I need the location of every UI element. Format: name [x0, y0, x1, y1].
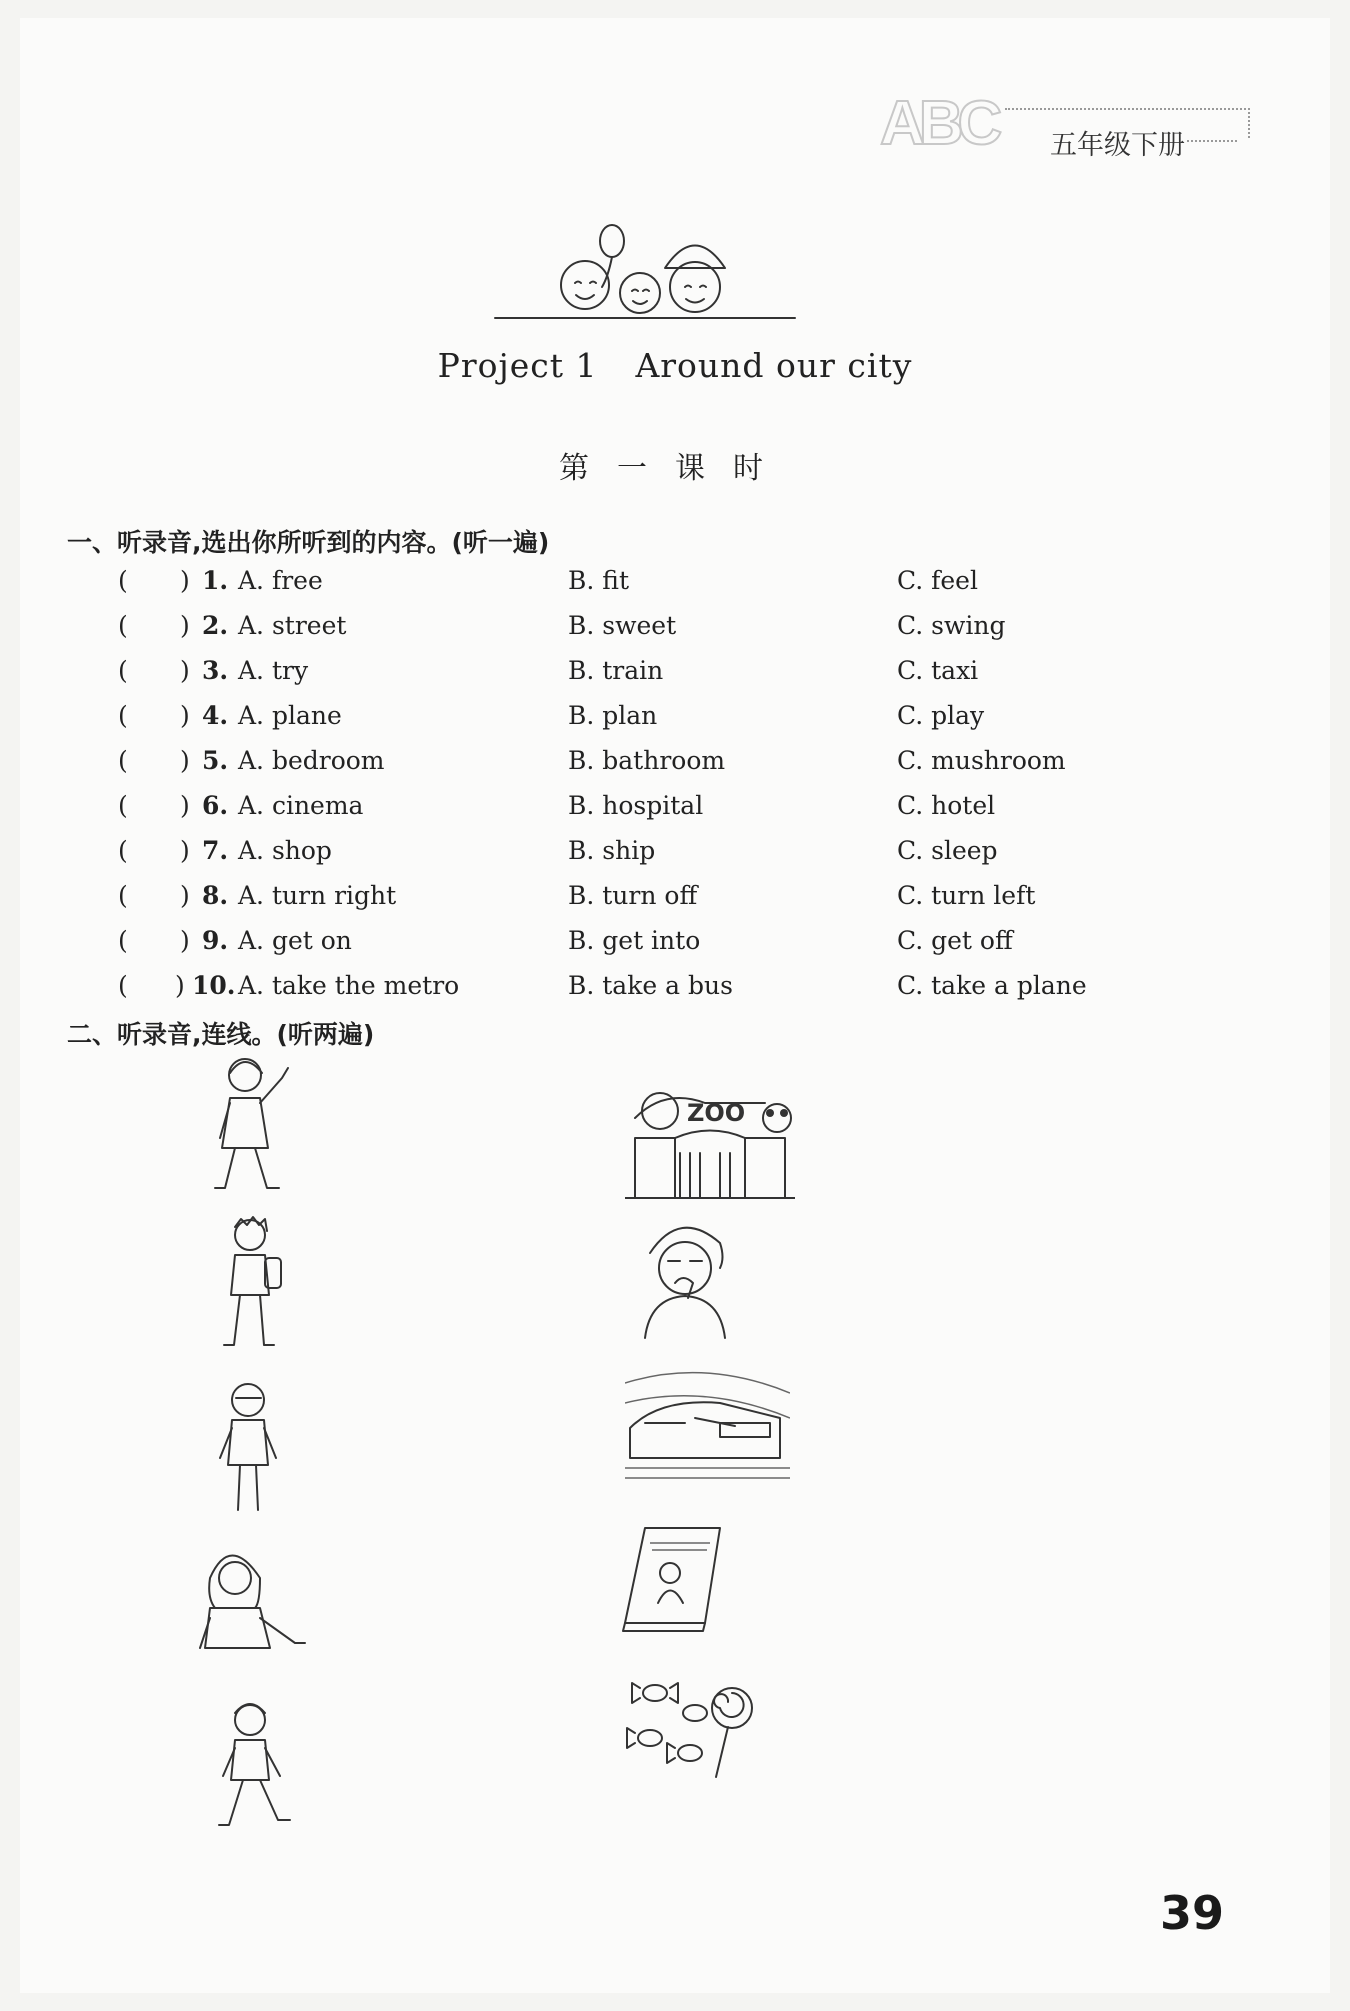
option-c: C. feel: [897, 566, 978, 595]
question-number: 10.: [192, 971, 236, 1000]
workbook-page: [20, 18, 1330, 1993]
question-row: [20, 836, 1330, 876]
answer-paren-open[interactable]: (: [118, 701, 128, 730]
option-b: B. train: [568, 656, 664, 685]
question-number: 8.: [202, 881, 229, 910]
option-b: B. fit: [568, 566, 629, 595]
section2-heading: 二、听录音,连线。(听两遍): [67, 1020, 375, 1049]
question-number: 5.: [202, 746, 229, 775]
woman-sitting-picture[interactable]: [180, 1538, 320, 1668]
girl-waving-picture[interactable]: [200, 1053, 310, 1203]
option-a: A. shop: [238, 836, 332, 865]
option-c: C. turn left: [897, 881, 1036, 910]
answer-paren-open[interactable]: (: [118, 611, 128, 640]
option-c: C. mushroom: [897, 746, 1066, 775]
answer-paren-open[interactable]: (: [118, 836, 128, 865]
question-row: [20, 656, 1330, 696]
question-row: [20, 881, 1330, 921]
answer-paren-open[interactable]: (: [118, 746, 128, 775]
option-b: B. plan: [568, 701, 658, 730]
answer-paren-close: ): [175, 971, 185, 1000]
candies-lollipop-picture[interactable]: [620, 1663, 760, 1783]
option-a: A. turn right: [238, 881, 397, 910]
option-b: B. turn off: [568, 881, 698, 910]
answer-paren-close: ): [180, 566, 190, 595]
option-a: A. get on: [238, 926, 352, 955]
answer-paren-close: ): [180, 926, 190, 955]
option-a: A. take the metro: [238, 971, 460, 1000]
zoo-gate-picture[interactable]: [625, 1073, 795, 1203]
project-title: [20, 346, 1330, 385]
option-b: B. get into: [568, 926, 701, 955]
answer-paren-close: ): [180, 656, 190, 685]
option-b: B. sweet: [568, 611, 677, 640]
page-header: [880, 88, 1260, 168]
lesson-title: 第一课时: [559, 451, 791, 486]
kids-illustration: [490, 223, 800, 333]
header-dotted-line: [1005, 108, 1250, 110]
answer-paren-close: ): [180, 611, 190, 640]
answer-paren-close: ): [180, 791, 190, 820]
answer-paren-open[interactable]: (: [118, 971, 128, 1000]
grade-dotted-line: [1187, 140, 1237, 142]
answer-paren-open[interactable]: (: [118, 656, 128, 685]
question-row: [20, 701, 1330, 741]
option-c: C. taxi: [897, 656, 979, 685]
option-c: C. swing: [897, 611, 1006, 640]
question-row: [20, 611, 1330, 651]
girl-with-glasses-picture[interactable]: [200, 1378, 300, 1528]
question-number: 9.: [202, 926, 229, 955]
section1-heading: 一、听录音,选出你所听到的内容。(听一遍): [67, 528, 550, 557]
answer-paren-open[interactable]: (: [118, 566, 128, 595]
boy-walking-picture[interactable]: [205, 1698, 315, 1848]
answer-paren-open[interactable]: (: [118, 926, 128, 955]
answer-paren-open[interactable]: (: [118, 791, 128, 820]
option-a: A. free: [238, 566, 323, 595]
answer-paren-close: ): [180, 881, 190, 910]
option-b: B. bathroom: [568, 746, 726, 775]
boy-with-backpack-picture[interactable]: [205, 1213, 305, 1363]
grade-label: 五年级下册: [1050, 130, 1185, 161]
option-c: C. sleep: [897, 836, 998, 865]
answer-paren-close: ): [180, 836, 190, 865]
option-c: C. take a plane: [897, 971, 1087, 1000]
question-row: [20, 791, 1330, 831]
project-number: Project 1: [437, 346, 598, 385]
question-row: [20, 566, 1330, 606]
abc-logo: ABC: [880, 89, 997, 158]
question-number: 3.: [202, 656, 229, 685]
option-a: A. plane: [238, 701, 342, 730]
option-b: B. take a bus: [568, 971, 733, 1000]
page-number: 39: [1160, 1886, 1225, 1940]
option-a: A. bedroom: [238, 746, 385, 775]
zoo-sign-text: ZOO: [687, 1099, 746, 1127]
question-number: 6.: [202, 791, 229, 820]
option-c: C. get off: [897, 926, 1013, 955]
question-row: [20, 746, 1330, 786]
option-b: B. ship: [568, 836, 656, 865]
question-number: 7.: [202, 836, 229, 865]
option-a: A. cinema: [238, 791, 364, 820]
answer-paren-close: ): [180, 746, 190, 775]
question-row: [20, 926, 1330, 966]
option-b: B. hospital: [568, 791, 704, 820]
project-name: Around our city: [635, 346, 913, 385]
question-number: 1.: [202, 566, 229, 595]
answer-paren-close: ): [180, 701, 190, 730]
person-sneezing-picture[interactable]: [630, 1213, 740, 1343]
question-row: [20, 971, 1330, 1011]
metro-train-picture[interactable]: [625, 1363, 790, 1488]
option-c: C. hotel: [897, 791, 996, 820]
option-a: A. street: [238, 611, 347, 640]
answer-paren-open[interactable]: (: [118, 881, 128, 910]
question-number: 2.: [202, 611, 229, 640]
option-c: C. play: [897, 701, 985, 730]
option-a: A. try: [238, 656, 309, 685]
header-dotted-line-side: [1248, 108, 1250, 138]
question-number: 4.: [202, 701, 229, 730]
storybook-picture[interactable]: [620, 1518, 730, 1638]
